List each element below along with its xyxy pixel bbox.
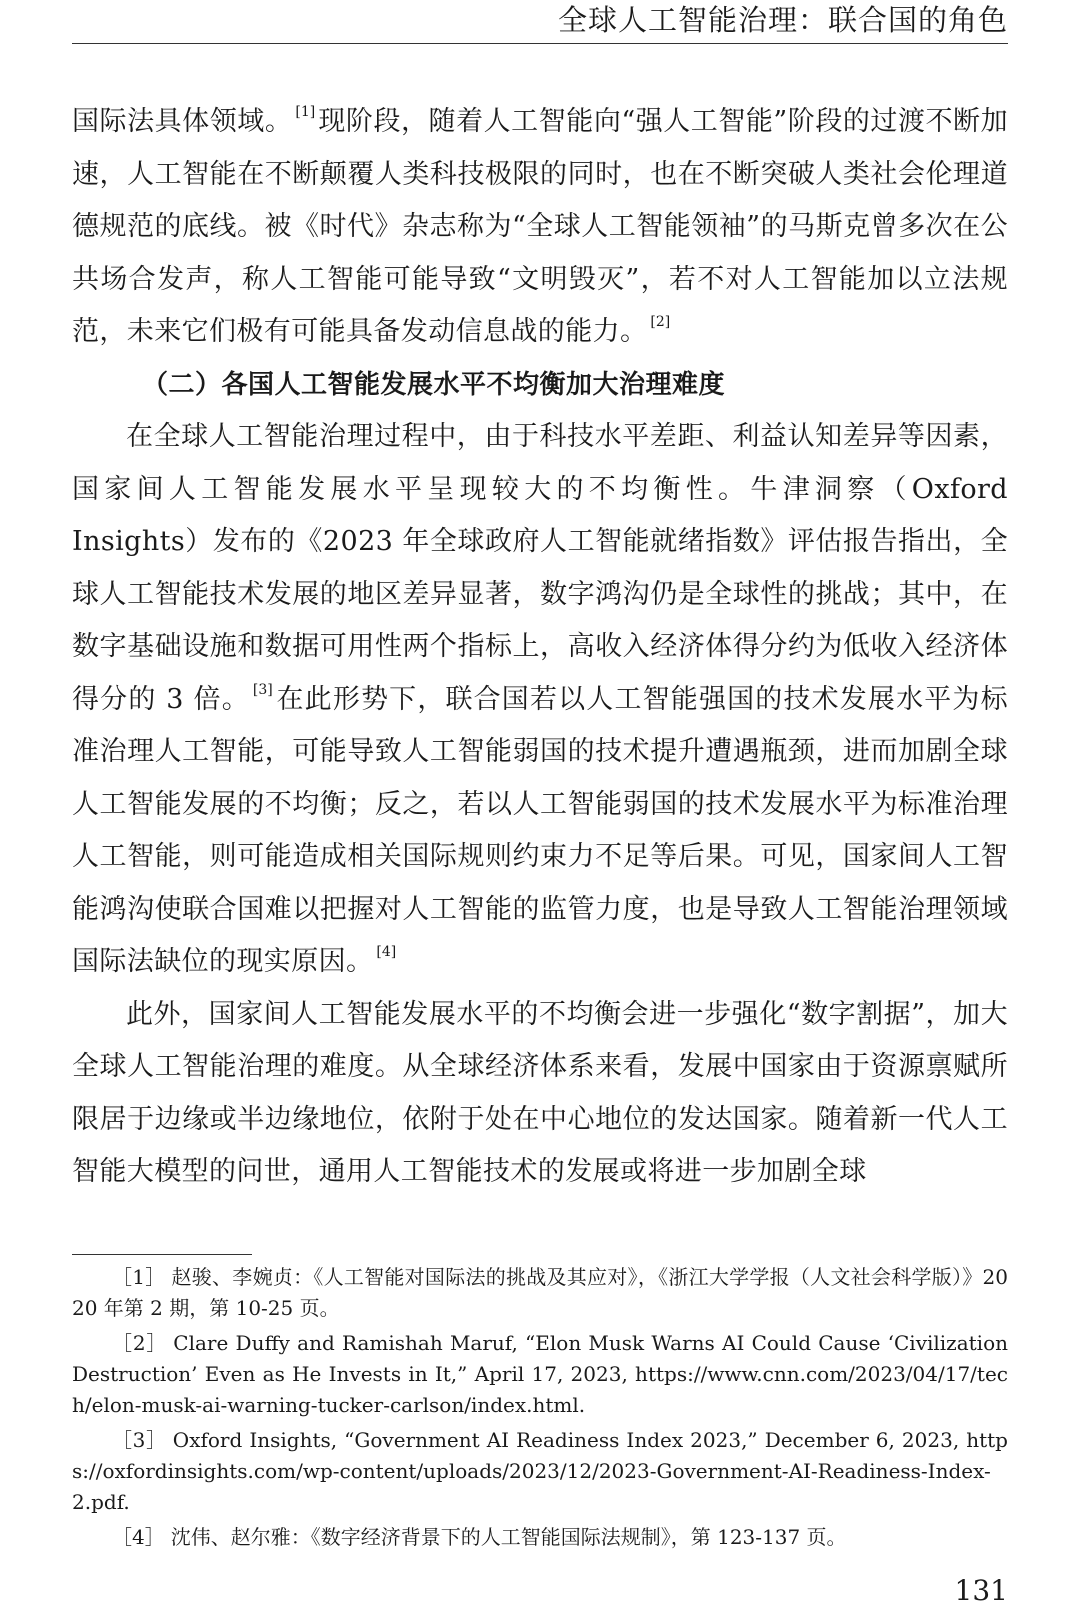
footnote-ref-2[interactable]: [2]	[650, 314, 671, 330]
footnote-text: 沈伟、赵尔雅：《数字经济背景下的人工智能国际法规制》，第 123-137 页。	[170, 1525, 847, 1549]
footnote-ref-4[interactable]: [4]	[376, 944, 397, 960]
footnote-label: ［2］	[112, 1331, 168, 1355]
body-paragraph	[72, 411, 1008, 989]
paragraph-text: 在此形势下，联合国若以人工智能强国的技术发展水平为标准治理人工智能，可能导致人工智能弱国的技术提升遭遇瓶颈，进而加剧全球人工智能发展的不均衡；反之，若以人工智能弱国的技术发展水平为标准治理人工智能，则可能造成相关国际规则约束力不足等后果。可见，国家间人工智能鸿沟使联合国难以把握对人工智能的监管力度，也是导致人工智能治理领域国际法缺位的现实原因。	[72, 683, 1008, 977]
footnote-1	[72, 1262, 1008, 1324]
footnote-text: Oxford Insights, “Government AI Readiness Index 2023,” December 6, 2023, https://oxfordinsights.com/wp-content/uploads/2023/12/2023-Government-AI-Readiness-Index-2.pdf.	[72, 1428, 1008, 1514]
footnote-label: ［1］	[112, 1265, 166, 1289]
paragraph-text: 在全球人工智能治理过程中，由于科技水平差距、利益认知差异等因素，国家间人工智能发展水平呈现较大的不均衡性。牛津洞察（Oxford Insights）发布的《2023 年全球政府人工智能就绪指数》评估报告指出，全球人工智能技术发展的地区差异显著，数字鸿沟仍是全球性的挑战；其中，在数字基础设施和数据可用性两个指标上，高收入经济体得分约为低收入经济体得分的 3 倍。	[72, 421, 1008, 715]
body-paragraph	[72, 96, 1008, 359]
body-paragraph: 此外，国家间人工智能发展水平的不均衡会进一步强化“数字割据”，加大全球人工智能治理的难度。从全球经济体系来看，发展中国家由于资源禀赋所限居于边缘或半边缘地位，依附于处在中心地位的发达国家。随着新一代人工智能大模型的问世，通用人工智能技术的发展或将进一步加剧全球	[72, 998, 1008, 1187]
footnote-text: Clare Duffy and Ramishah Maruf, “Elon Musk Warns AI Could Cause ‘Civilization Destruction’ Even as He Invests in It,” April 17, 2023, https://www.cnn.com/2023/04/17/tech/elon-musk-ai-warning-tucker-carlson/index.html.	[72, 1331, 1008, 1417]
running-header	[72, 0, 1008, 44]
footnote-4	[72, 1522, 1008, 1553]
section-heading: （二）各国人工智能发展水平不均衡加大治理难度	[142, 369, 726, 400]
running-title: 全球人工智能治理：联合国的角色	[557, 3, 1008, 37]
footnote-label: ［3］	[112, 1428, 167, 1452]
footnote-2	[72, 1328, 1008, 1421]
page-number: 131	[954, 1574, 1008, 1607]
body-text	[72, 96, 1008, 1199]
paragraph-text: 现阶段，随着人工智能向“强人工智能”阶段的过渡不断加速，人工智能在不断颠覆人类科技极限的同时，也在不断突破人类社会伦理道德规范的底线。被《时代》杂志称为“全球人工智能领袖”的马斯克曾多次在公共场合发声，称人工智能可能导致“文明毁灭”，若不对人工智能加以立法规范，未来它们极有可能具备发动信息战的能力。	[72, 106, 1008, 347]
footnote-divider	[72, 1254, 252, 1255]
footnotes	[72, 1262, 1008, 1557]
paragraph-text: 国际法具体领域。	[72, 106, 293, 137]
footnote-text: 赵骏、李婉贞：《人工智能对国际法的挑战及其应对》，《浙江大学学报（人文社会科学版）》2020 年第 2 期，第 10-25 页。	[72, 1265, 1008, 1320]
footnote-ref-3[interactable]: [3]	[252, 681, 273, 698]
footnote-label: ［4］	[112, 1525, 165, 1549]
footnote-3	[72, 1425, 1008, 1518]
footnote-ref-1[interactable]: [1]	[295, 104, 316, 120]
